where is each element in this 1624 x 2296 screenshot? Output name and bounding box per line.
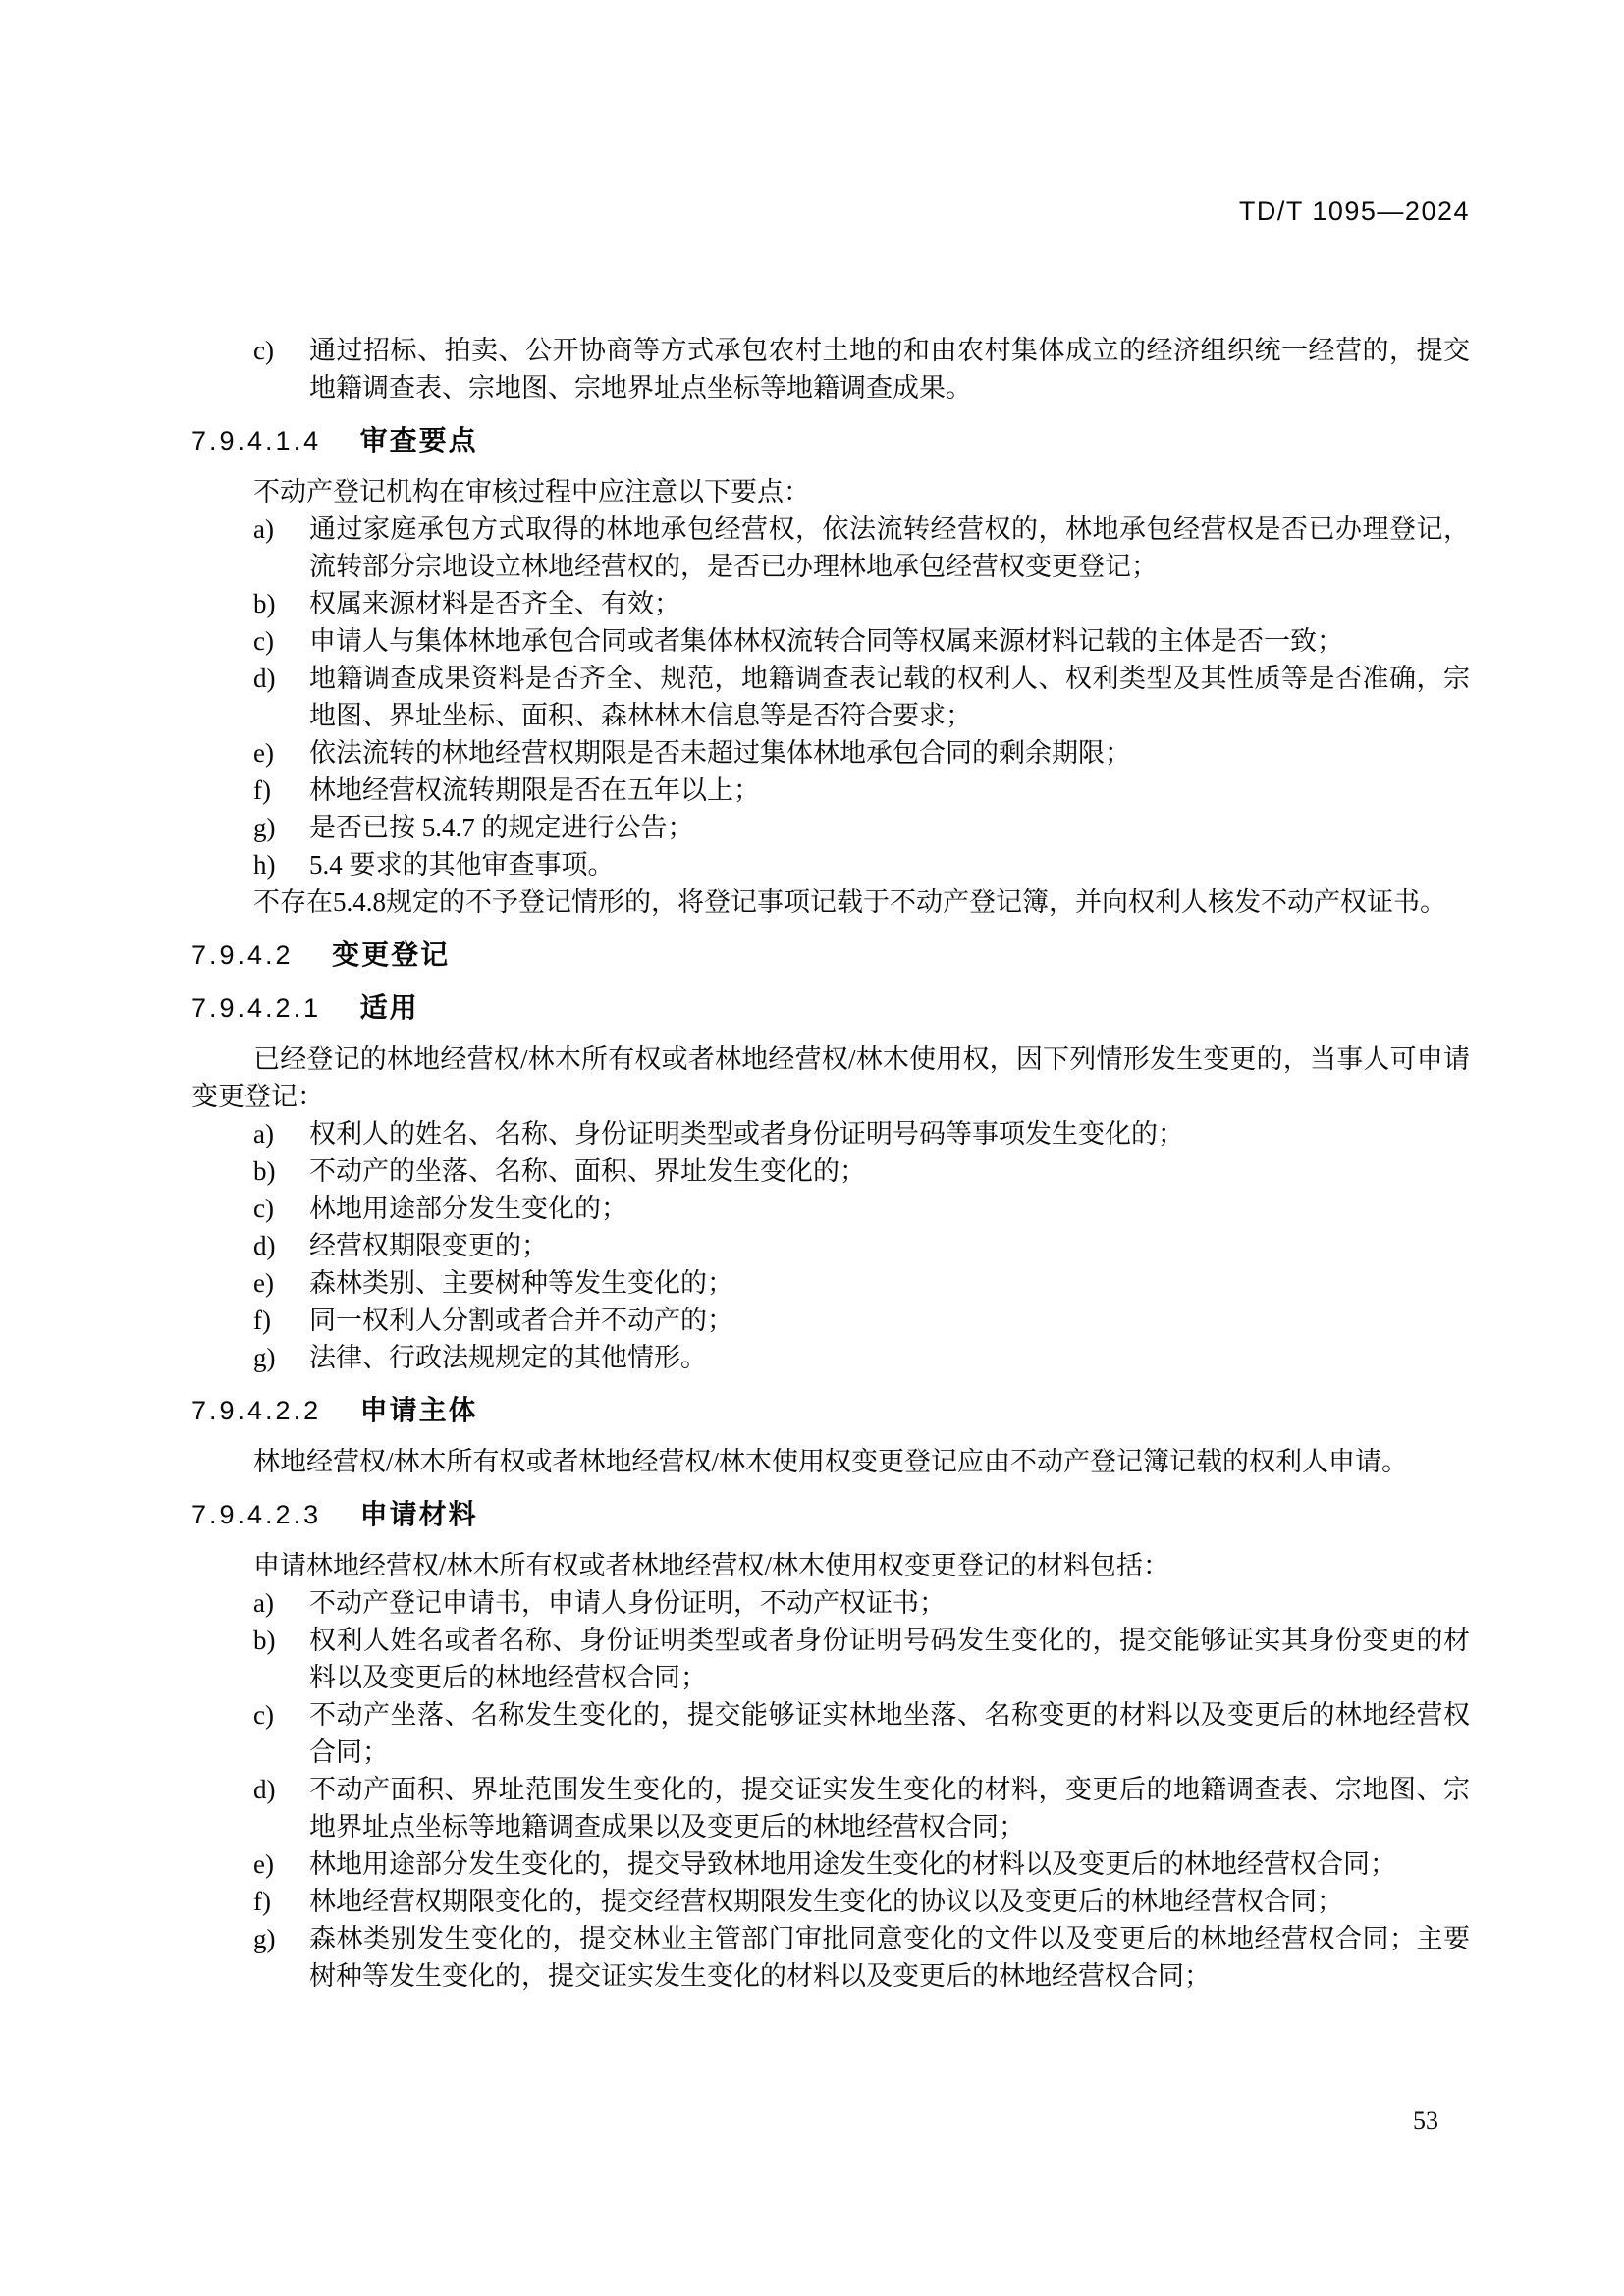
list-item-letter: b) bbox=[253, 1626, 276, 1655]
list-item-letter: a) bbox=[253, 1119, 274, 1148]
list-item-letter: d) bbox=[253, 1775, 276, 1804]
list-item-text: 地籍调查成果资料是否齐全、规范，地籍调查表记载的权利人、权利类型及其性质等是否准确，宗地图、界址坐标、面积、森林林木信息等是否符合要求； bbox=[309, 664, 1470, 730]
list-item bbox=[191, 1883, 1470, 1920]
section-heading bbox=[191, 422, 1470, 459]
list-item-letter: f) bbox=[253, 1887, 271, 1916]
list-item-text: 不动产的坐落、名称、面积、界址发生变化的； bbox=[309, 1156, 866, 1186]
list-item bbox=[191, 1339, 1470, 1376]
list-item bbox=[191, 622, 1470, 660]
list-item-letter: f) bbox=[253, 775, 271, 805]
list-item-text: 申请人与集体林地承包合同或者集体林权流转合同等权属来源材料记载的主体是否一致； bbox=[309, 626, 1343, 656]
list-item-text: 经营权期限变更的； bbox=[309, 1231, 548, 1260]
list-item bbox=[191, 809, 1470, 846]
list-item-letter: e) bbox=[253, 1849, 274, 1879]
section-heading-title: 审查要点 bbox=[359, 425, 478, 455]
list-item bbox=[191, 585, 1470, 622]
paragraph: 不存在5.4.8规定的不予登记情形的，将登记事项记载于不动产登记簿，并向权利人核发不动产权证书。 bbox=[253, 887, 1446, 917]
list-item-letter: f) bbox=[253, 1306, 271, 1335]
list-item-text: 森林类别、主要树种等发生变化的； bbox=[309, 1268, 733, 1298]
list-item-text: 是否已按 5.4.7 的规定进行公告； bbox=[309, 813, 694, 842]
section-heading-title: 申请主体 bbox=[359, 1395, 478, 1425]
standard-number-header: TD/T 1095—2024 bbox=[1238, 196, 1470, 226]
list-item-text: 林地用途部分发生变化的，提交导致林地用途发生变化的材料以及变更后的林地经营权合同； bbox=[309, 1849, 1396, 1879]
list-item-letter: a) bbox=[253, 514, 274, 544]
list-item-letter: c) bbox=[253, 1194, 274, 1223]
list-item bbox=[191, 1696, 1470, 1771]
section-heading bbox=[191, 1496, 1470, 1533]
list-item-text: 不动产面积、界址范围发生变化的，提交证实发生变化的材料，变更后的地籍调查表、宗地图、宗地界址点坐标等地籍调查成果以及变更后的林地经营权合同； bbox=[309, 1775, 1470, 1842]
list-item-text: 林地经营权期限变化的，提交经营权期限发生变化的协议以及变更后的林地经营权合同； bbox=[309, 1887, 1343, 1916]
page-number: 53 bbox=[1413, 2107, 1438, 2135]
list-item-text: 权利人的姓名、名称、身份证明类型或者身份证明号码等事项发生变化的； bbox=[309, 1119, 1184, 1148]
list-item-text: 林地经营权流转期限是否在五年以上； bbox=[309, 775, 760, 805]
list-item bbox=[191, 510, 1470, 585]
section-heading-title: 申请材料 bbox=[359, 1499, 478, 1529]
list-item bbox=[191, 1264, 1470, 1302]
list-item-letter: d) bbox=[253, 1231, 276, 1260]
paragraph: 已经登记的林地经营权/林木所有权或者林地经营权/林木使用权，因下列情形发生变更的，当事人可申请变更登记： bbox=[191, 1044, 1470, 1111]
list-item-letter: g) bbox=[253, 813, 276, 842]
list-item bbox=[191, 734, 1470, 772]
list-item-letter: e) bbox=[253, 1268, 274, 1298]
list-item-text: 5.4 要求的其他审查事项。 bbox=[309, 850, 615, 880]
list-item-letter: g) bbox=[253, 1924, 276, 1953]
list-item bbox=[191, 846, 1470, 883]
section-heading-number: 7.9.4.2.2 bbox=[191, 1396, 322, 1425]
list-item-letter: c) bbox=[253, 626, 274, 656]
section-heading-number: 7.9.4.2 bbox=[191, 940, 294, 970]
section-heading-number: 7.9.4.2.1 bbox=[191, 993, 322, 1023]
list-item bbox=[191, 1152, 1470, 1190]
list-item bbox=[191, 1845, 1470, 1883]
list-item bbox=[191, 1115, 1470, 1152]
section-heading bbox=[191, 1392, 1470, 1429]
list-item-text: 通过家庭承包方式取得的林地承包经营权，依法流转经营权的，林地承包经营权是否已办理登记，流转部分宗地设立林地经营权的，是否已办理林地承包经营权变更登记； bbox=[309, 514, 1470, 581]
list-item bbox=[191, 1227, 1470, 1264]
list-item-letter: c) bbox=[253, 336, 274, 365]
list-item-letter: d) bbox=[253, 664, 276, 693]
list-item bbox=[191, 1302, 1470, 1339]
section-heading bbox=[191, 936, 1470, 974]
paragraph: 申请林地经营权/林木所有权或者林地经营权/林木使用权变更登记的材料包括： bbox=[253, 1551, 1170, 1580]
list-item-text: 不动产坐落、名称发生变化的，提交能够证实林地坐落、名称变更的材料以及变更后的林地经营权合同； bbox=[309, 1700, 1470, 1767]
section-heading-title: 变更登记 bbox=[332, 939, 451, 970]
list-item bbox=[191, 1920, 1470, 1995]
list-item-text: 法律、行政法规规定的其他情形。 bbox=[309, 1343, 707, 1372]
paragraph: 林地经营权/林木所有权或者林地经营权/林木使用权变更登记应由不动产登记簿记载的权利人申请。 bbox=[253, 1447, 1409, 1476]
list-item-letter: b) bbox=[253, 1156, 276, 1186]
list-item-letter: c) bbox=[253, 1700, 274, 1730]
list-item-text: 权利人姓名或者名称、身份证明类型或者身份证明号码发生变化的，提交能够证实其身份变更的材料以及变更后的林地经营权合同； bbox=[309, 1626, 1470, 1692]
section-heading bbox=[191, 989, 1470, 1027]
list-item-letter: a) bbox=[253, 1588, 274, 1618]
list-item bbox=[191, 772, 1470, 809]
list-item-text: 森林类别发生变化的，提交林业主管部门审批同意变化的文件以及变更后的林地经营权合同；主要树种等发生变化的，提交证实发生变化的材料以及变更后的林地经营权合同； bbox=[309, 1924, 1470, 1991]
section-heading-number: 7.9.4.1.4 bbox=[191, 426, 322, 455]
list-item-text: 不动产登记申请书，申请人身份证明，不动产权证书； bbox=[309, 1588, 946, 1618]
document-body bbox=[191, 332, 1470, 1995]
list-item bbox=[191, 1771, 1470, 1845]
list-item-letter: h) bbox=[253, 850, 276, 880]
list-item-letter: e) bbox=[253, 738, 274, 768]
list-item-text: 通过招标、拍卖、公开协商等方式承包农村土地的和由农村集体成立的经济组织统一经营的，提交地籍调查表、宗地图、宗地界址点坐标等地籍调查成果。 bbox=[309, 336, 1470, 402]
list-item bbox=[191, 332, 1470, 406]
paragraph: 不动产登记机构在审核过程中应注意以下要点： bbox=[253, 477, 810, 507]
list-item-text: 依法流转的林地经营权期限是否未超过集体林地承包合同的剩余期限； bbox=[309, 738, 1131, 768]
section-heading-number: 7.9.4.2.3 bbox=[191, 1500, 322, 1529]
section-heading-title: 适用 bbox=[359, 992, 419, 1023]
list-item bbox=[191, 1622, 1470, 1696]
list-item bbox=[191, 1190, 1470, 1227]
list-item bbox=[191, 660, 1470, 734]
list-item-text: 权属来源材料是否齐全、有效； bbox=[309, 589, 680, 618]
list-item-text: 同一权利人分割或者合并不动产的； bbox=[309, 1306, 733, 1335]
list-item bbox=[191, 1584, 1470, 1622]
list-item-letter: b) bbox=[253, 589, 276, 618]
list-item-text: 林地用途部分发生变化的； bbox=[309, 1194, 627, 1223]
list-item-letter: g) bbox=[253, 1343, 276, 1372]
